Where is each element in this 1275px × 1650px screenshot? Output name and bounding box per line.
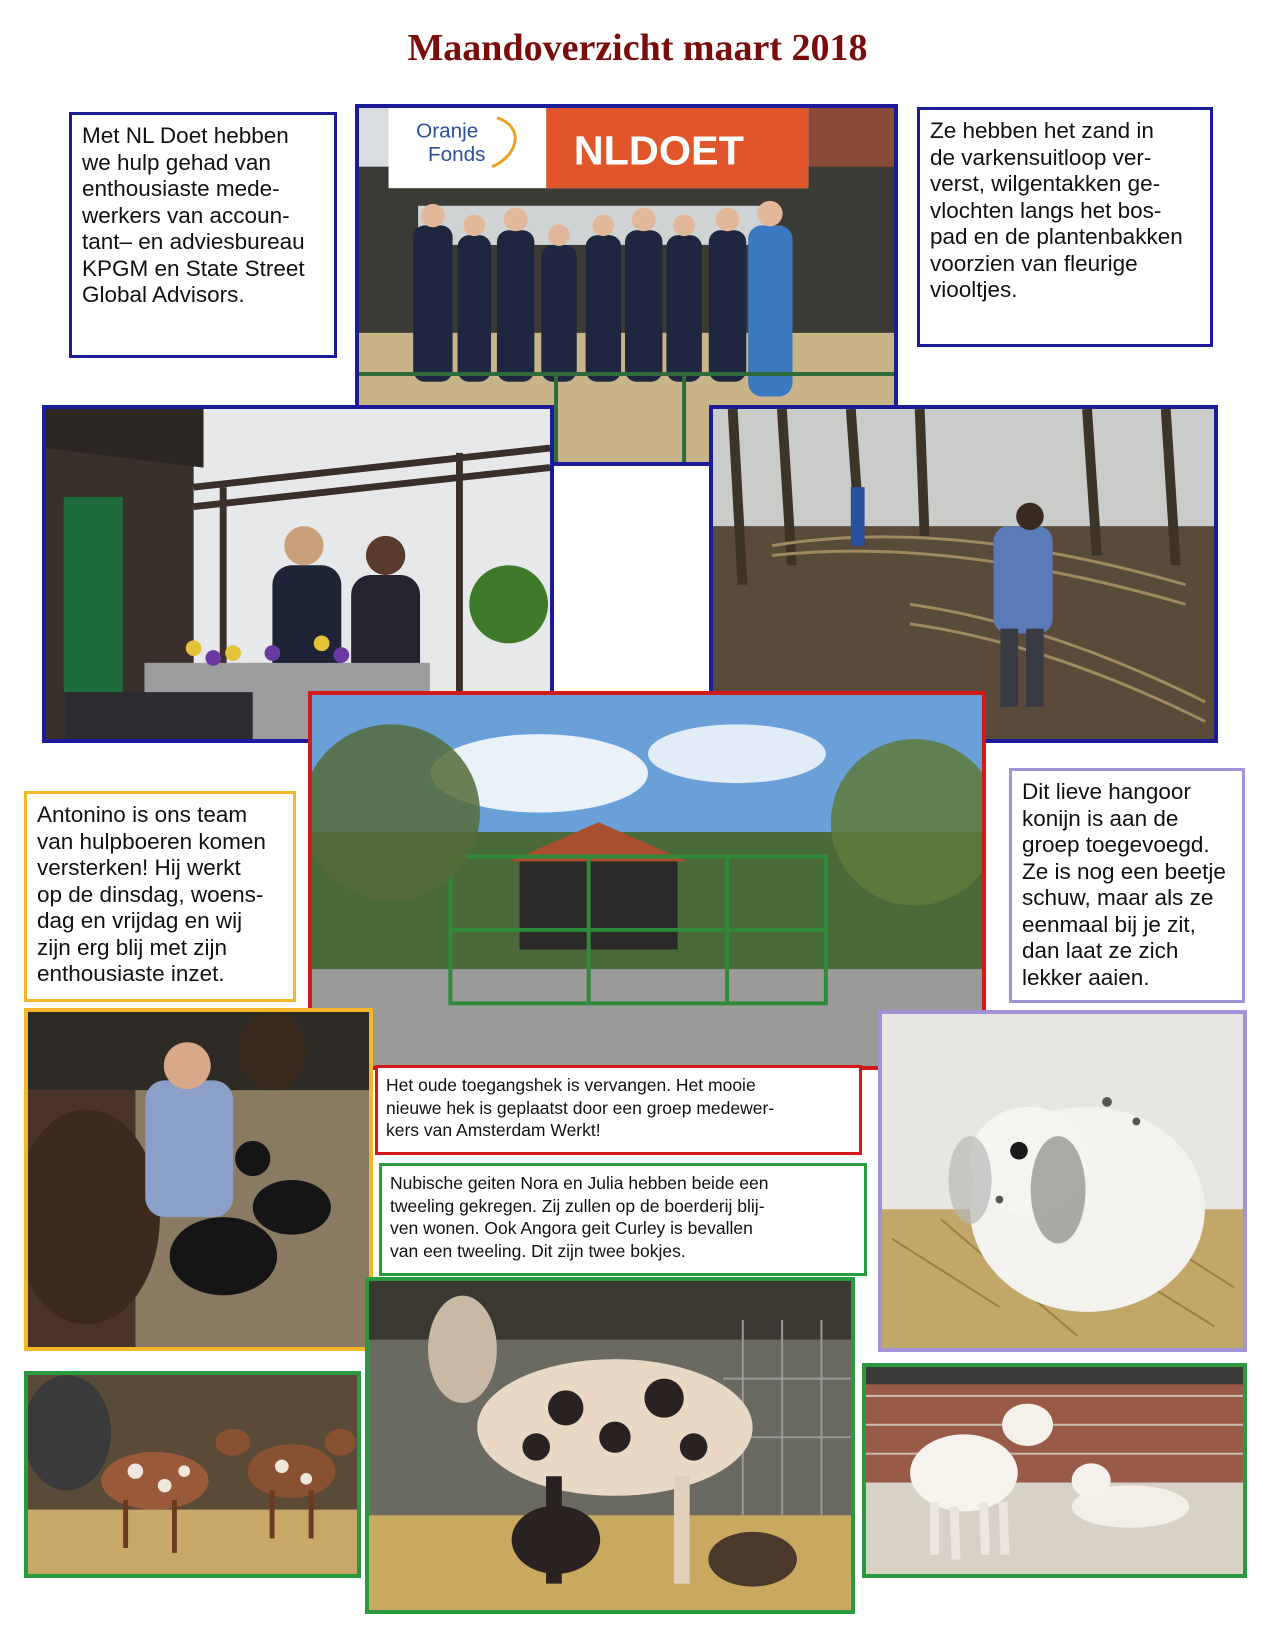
nldoet-work-box — [917, 107, 1213, 347]
angora-kids-photo — [862, 1363, 1247, 1578]
rabbit-box — [1009, 768, 1245, 1003]
nldoet-work-text: Ze hebben het zand in de varkensuitloop ver- verst, wilgentakken ge- vlochten langs het bos- pad en de plantenbakken voorzien van fleurige viooltjes. — [930, 118, 1183, 302]
gate-caption-box — [375, 1065, 862, 1155]
goat-kids-photo — [24, 1371, 361, 1578]
nldoet-intro-text: Met NL Doet hebben we hulp gehad van enthousiaste mede- werkers van accoun- tant– en adviesbureau KPGM en State Street Global Advisors. — [82, 123, 305, 307]
mother-goat-photo — [365, 1277, 855, 1614]
gate-caption-text: Het oude toegangshek is vervangen. Het mooie nieuwe hek is geplaatst door een groep medewer- kers van Amsterdam Werkt! — [386, 1075, 775, 1140]
goats-caption-box — [379, 1163, 867, 1276]
antonino-text: Antonino is ons team van hulpboeren komen versterken! Hij werkt op de dinsdag, woens- dag en vrijdag en wij zijn erg blij met zijn enthousiaste inzet. — [37, 802, 266, 986]
nldoet-logo: NLDOET — [573, 127, 744, 174]
page-title: Maandoverzicht maart 2018 — [407, 27, 868, 69]
nldoet-intro-box — [69, 112, 337, 358]
oranje-fonds-logo-line2: Fonds — [427, 142, 486, 166]
antonino-box — [24, 791, 296, 1002]
antonino-sheep-photo — [24, 1008, 373, 1351]
rabbit-text: Dit lieve hangoor konijn is aan de groep toegevoegd. Ze is nog een beetje schuw, maar als ze eenmaal bij je zit, dan laat ze zich lekker aaien. — [1022, 779, 1226, 990]
rabbit-photo — [878, 1010, 1247, 1352]
goats-caption-text: Nubische geiten Nora en Julia hebben beide een tweeling gekregen. Zij zullen op de boerderij blij- ven wonen. Ook Angora geit Curley is bevallen van een tweeling. Dit zijn twee bokjes. — [390, 1173, 769, 1261]
oranje-fonds-logo-line1: Oranje — [416, 119, 479, 143]
